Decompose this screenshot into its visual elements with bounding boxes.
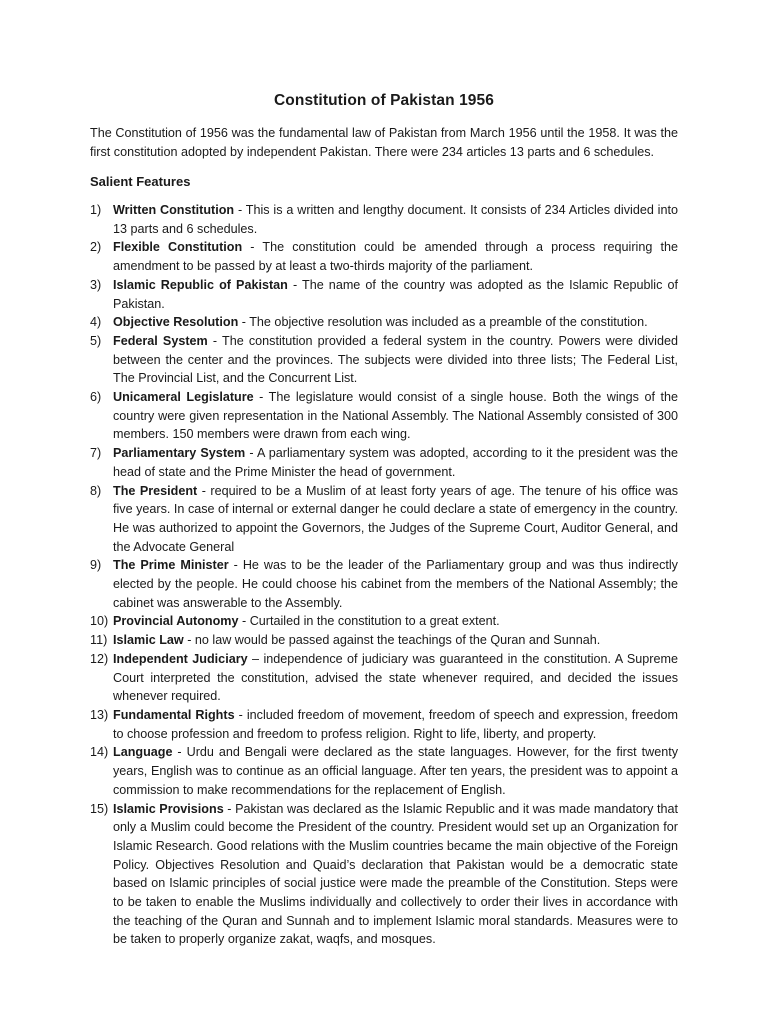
- list-item: [90, 313, 678, 332]
- feature-description: Curtailed in the constitution to a great extent.: [249, 614, 500, 629]
- list-item: [90, 800, 678, 950]
- feature-term: Language: [113, 745, 173, 760]
- list-item: [90, 238, 678, 275]
- list-item-number: 10): [90, 614, 109, 629]
- feature-description: independence of judiciary was guaranteed in the constitution. A Supreme Court interpreted the constitution, advised the state whenever required, and decided the issues whenever required.: [113, 651, 678, 704]
- feature-separator: -: [245, 446, 257, 461]
- list-item-number: 7): [90, 446, 102, 461]
- list-item: [90, 444, 678, 481]
- feature-term: Islamic Republic of Pakistan: [113, 277, 288, 292]
- feature-separator: -: [238, 315, 250, 330]
- feature-description: The constitution could be amended through a process requiring the amendment to be passed by at least a two-thirds majority of the parliament.: [113, 240, 678, 274]
- feature-term: Flexible Constitution: [113, 240, 243, 255]
- feature-separator: -: [287, 277, 303, 292]
- list-item-number: 12): [90, 651, 109, 666]
- list-item-number: 15): [90, 801, 109, 816]
- list-item-number: 11): [90, 633, 108, 648]
- feature-separator: -: [223, 801, 236, 816]
- list-item-number: 13): [90, 707, 109, 722]
- list-item-number: 14): [90, 745, 109, 760]
- feature-separator: -: [207, 333, 222, 348]
- feature-description: The constitution provided a federal system in the country. Powers were divided between the center and the provinces. The subjects were divided into three lists; The Federal List, The Provincial List, and the Concurrent List.: [113, 333, 678, 386]
- section-heading: Salient Features: [90, 174, 191, 189]
- feature-term: Parliamentary System: [113, 446, 246, 461]
- page-title: Constitution of Pakistan 1956: [274, 92, 494, 109]
- feature-term: Objective Resolution: [113, 315, 239, 330]
- feature-description: The legislature would consist of a single house. Both the wings of the country were given representation in the National Assembly. The National Assembly consisted of 300 members. 150 members were drawn from each wing.: [113, 390, 679, 442]
- features-list: [90, 201, 678, 949]
- feature-separator: -: [242, 240, 263, 255]
- list-item-number: 3): [90, 277, 102, 292]
- list-item: [90, 388, 678, 444]
- feature-separator: -: [197, 483, 211, 498]
- feature-term: Written Constitution: [113, 203, 235, 217]
- list-item-number: 1): [90, 203, 102, 217]
- feature-description: Urdu and Bengali were declared as the state languages. However, for the first twenty years, English was to continue as an official language. After ten years, the president was to appoint a commission to make recommendations for the replacement of English.: [113, 745, 679, 797]
- list-item-number: 5): [90, 333, 102, 348]
- feature-description: The name of the country was adopted as the Islamic Republic of Pakistan.: [113, 277, 678, 311]
- list-item-number: 2): [90, 240, 102, 255]
- feature-term: Unicameral Legislature: [113, 390, 254, 405]
- feature-separator: -: [183, 633, 195, 648]
- feature-term: Fundamental Rights: [113, 707, 235, 722]
- list-item: [90, 482, 678, 557]
- feature-term: Provincial Autonomy: [113, 614, 239, 629]
- feature-separator: -: [234, 707, 247, 722]
- feature-term: Islamic Law: [113, 633, 184, 648]
- list-item: [90, 706, 678, 743]
- feature-description: no law would be passed against the teachings of the Quran and Sunnah.: [194, 633, 601, 648]
- feature-description: included freedom of movement, freedom of speech and expression, freedom to choose profession and freedom to profess religion. Right to life, liberty, and property.: [113, 707, 678, 741]
- list-item-number: 4): [90, 315, 102, 330]
- feature-description: required to be a Muslim of at least forty years of age. The tenure of his office was five years. In case of internal or external danger he could declare a state of emergency in the country. He was authorized to appoint the Governors, the Judges of the Supreme Court, Auditor General, and the Advocate General: [113, 483, 678, 554]
- feature-separator: -: [172, 745, 187, 760]
- list-item: [90, 650, 678, 706]
- feature-term: Federal System: [113, 333, 208, 348]
- list-item-number: 6): [90, 390, 102, 405]
- feature-separator: -: [234, 203, 246, 217]
- feature-separator: –: [247, 651, 264, 666]
- feature-separator: -: [228, 558, 243, 573]
- feature-separator: -: [238, 614, 250, 629]
- feature-separator: -: [253, 390, 269, 405]
- list-item: [90, 332, 678, 388]
- list-item: [90, 631, 678, 650]
- feature-term: The Prime Minister: [113, 558, 229, 573]
- document-page: [90, 92, 678, 949]
- feature-description: Pakistan was declared as the Islamic Republic and it was made mandatory that only a Muslim could become the President of the country. President would set up an Organization for Islamic Research. Good relations with the Muslim countries became the main objective of the Foreign Policy. Objectives Resolution and Quaid’s declaration that Pakistan would be a democratic state based on Islamic principles of social justice were made the preamble of the Constitution. Steps were to be taken to enable the Muslims individually and collectively to order their lives in accordance with the teaching of the Quran and Sunnah and to implement Islamic moral standards. Measures were to be taken to properly organize zakat, waqfs, and mosques.: [113, 801, 678, 947]
- list-item: [90, 743, 678, 799]
- feature-term: Islamic Provisions: [113, 801, 224, 816]
- list-item: [90, 612, 678, 631]
- feature-term: The President: [113, 483, 198, 498]
- list-item: [90, 556, 678, 612]
- feature-term: Independent Judiciary: [113, 651, 248, 666]
- feature-description: The objective resolution was included as a preamble of the constitution.: [249, 315, 648, 330]
- list-item: [90, 201, 678, 238]
- feature-description: A parliamentary system was adopted, according to it the president was the head of state and the Prime Minister the head of government.: [113, 446, 679, 479]
- list-item-number: 9): [90, 558, 102, 573]
- feature-description: This is a written and lengthy document. It consists of 234 Articles divided into 13 parts and 6 schedules.: [113, 203, 678, 236]
- list-item-number: 8): [90, 483, 102, 498]
- feature-description: He was to be the leader of the Parliamentary group and was thus indirectly elected by the people. He could choose his cabinet from the members of the National Assembly; the cabinet was answerable to the Assembly.: [113, 558, 678, 610]
- list-item: [90, 276, 678, 313]
- intro-paragraph: The Constitution of 1956 was the fundamental law of Pakistan from March 1956 until the 1958. It was the first constitution adopted by independent Pakistan. There were 234 articles 13 parts and 6 schedules.: [90, 126, 678, 159]
